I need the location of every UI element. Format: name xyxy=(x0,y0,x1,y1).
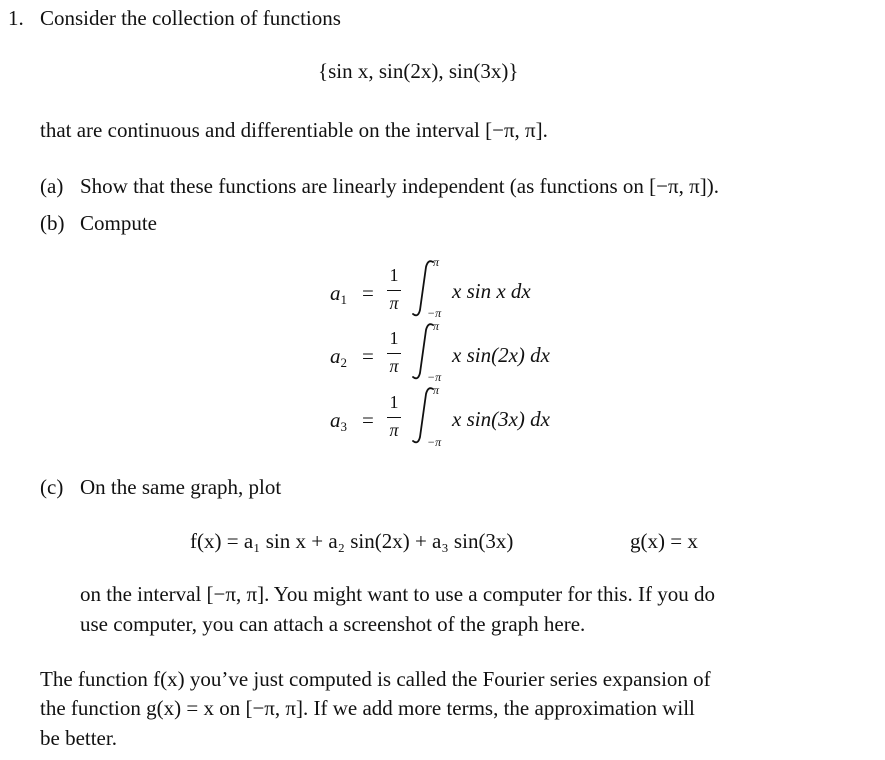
equation-a3-lower-limit: −π xyxy=(427,435,442,449)
fraction-bar xyxy=(387,353,401,354)
equation-a1-lower-limit: −π xyxy=(427,306,442,320)
problem-number: 1. xyxy=(8,6,24,30)
closing-line-1: The function f(x) you’ve just computed is called the Fourier series expansion of xyxy=(40,667,711,691)
fraction-denominator: π xyxy=(389,420,399,440)
fraction-bar xyxy=(387,290,401,291)
fraction-denominator: π xyxy=(389,293,399,313)
closing-line-2: the function g(x) = x on [−π, π]. If we add more terms, the approximation will xyxy=(40,696,695,720)
equation-a1-fraction xyxy=(384,266,404,314)
part-a-label: (a) xyxy=(40,174,64,198)
fraction-numerator: 1 xyxy=(389,265,399,285)
equation-a2-lower-limit: −π xyxy=(427,370,442,384)
equation-a3-equals: = xyxy=(362,408,374,432)
part-c-line-1: on the interval [−π, π]. You might want to use a computer for this. If you do xyxy=(80,582,715,606)
equation-a2-integrand: x sin(2x) dx xyxy=(452,343,550,367)
fraction-numerator: 1 xyxy=(389,328,399,348)
equation-a1-equals: = xyxy=(362,281,374,305)
part-c-line-2: use computer, you can attach a screenshot of the graph here. xyxy=(80,612,586,636)
fraction-bar xyxy=(387,417,401,418)
problem-intro: Consider the collection of functions xyxy=(40,6,341,30)
equation-a2-fraction xyxy=(384,329,404,377)
part-b-text: Compute xyxy=(80,211,157,235)
closing-line-3: be better. xyxy=(40,726,117,750)
equation-a2-equals: = xyxy=(362,344,374,368)
equation-a1-upper-limit: π xyxy=(433,255,440,269)
equation-a3-fraction xyxy=(384,393,404,441)
f-definition: f(x) = a₁ sin x + a₂ sin(2x) + a₃ sin(3x) xyxy=(190,529,514,553)
part-b-label: (b) xyxy=(40,211,65,235)
equation-a1-lhs: $a_1$ xyxy=(330,281,347,307)
equation-a2-upper-limit: π xyxy=(433,319,440,333)
fraction-numerator: 1 xyxy=(389,392,399,412)
part-a-text: Show that these functions are linearly independent (as functions on [−π, π]). xyxy=(80,174,719,198)
equation-a3-integrand: x sin(3x) dx xyxy=(452,407,550,431)
part-c-text: On the same graph, plot xyxy=(80,475,282,499)
equation-a2-lhs: $a_2$ xyxy=(330,344,347,370)
function-set: {sin x, sin(2x), sin(3x)} xyxy=(318,59,519,83)
fraction-denominator: π xyxy=(389,356,399,376)
g-definition: g(x) = x xyxy=(630,529,698,553)
continuity-statement: that are continuous and differentiable on the interval [−π, π]. xyxy=(40,118,548,142)
equation-a3-upper-limit: π xyxy=(433,383,440,397)
part-c-label: (c) xyxy=(40,475,64,499)
equation-a1-integrand: x sin x dx xyxy=(452,279,531,303)
equation-a3-lhs: $a_3$ xyxy=(330,408,347,434)
